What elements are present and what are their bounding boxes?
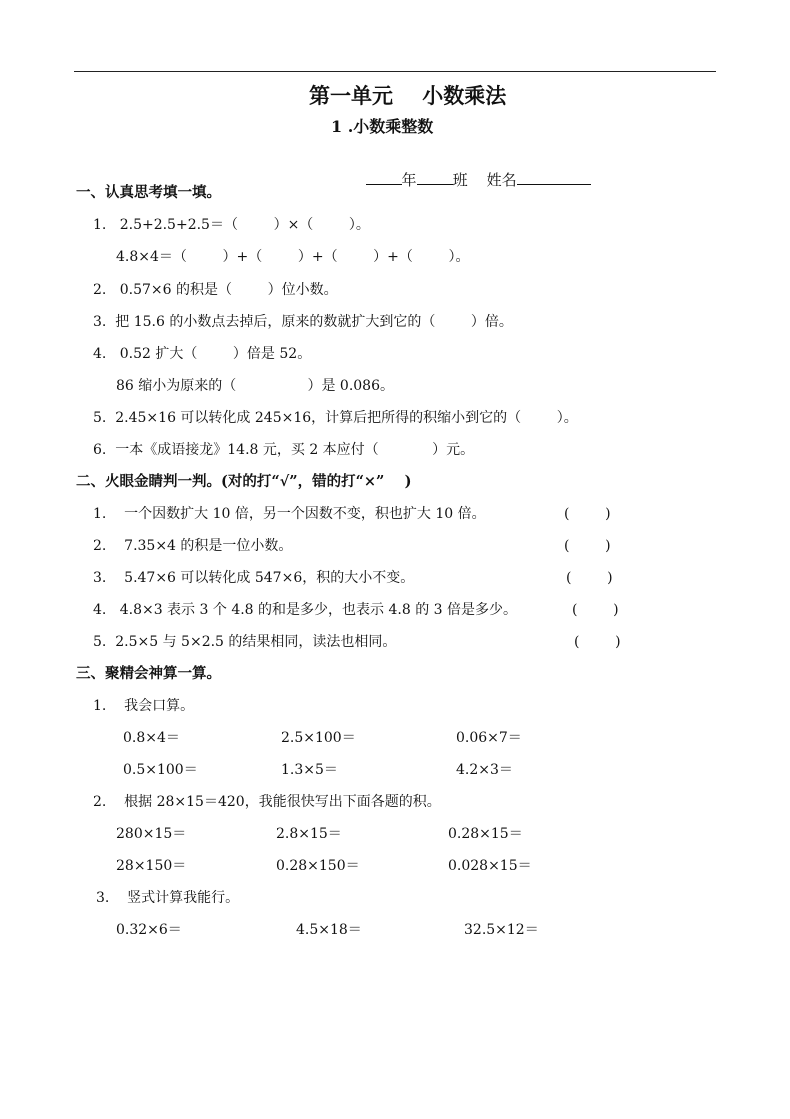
section3-heading: 三、聚精会神算一算。 [76,665,221,682]
year-label: 年 [401,171,417,189]
product-calc-item: 280×15＝ [116,826,187,842]
class-label: 班 [452,171,468,189]
s1-item-3: 3. 把 15.6 的小数点去掉后，原来的数就扩大到它的（ ）倍。 [93,314,513,330]
s2-answer-bracket-1[interactable]: ( ) [564,506,611,522]
s2-item-1: 1. 一个因数扩大 10 倍，另一个因数不变，积也扩大 10 倍。 [93,506,486,522]
s2-answer-bracket-4[interactable]: ( ) [572,602,619,618]
oral-calc-item: 2.5×100＝ [281,730,356,746]
s2-answer-bracket-3[interactable]: ( ) [566,570,613,586]
s3-part1-label: 1. 我会口算。 [93,698,195,714]
oral-calc-item: 1.3×5＝ [281,762,338,778]
product-calc-item: 0.28×150＝ [276,858,360,874]
s2-item-4: 4. 4.8×3 表示 3 个 4.8 的和是多少，也表示 4.8 的 3 倍是多少。 [93,602,518,618]
page-subtitle: 1 .小数乘整数 [331,117,434,136]
s2-item-5: 5. 2.5×5 与 5×2.5 的结果相同，读法也相同。 [93,634,397,650]
s2-answer-bracket-2[interactable]: ( ) [564,538,611,554]
vertical-calc-item: 32.5×12＝ [464,922,539,938]
s1-item-6: 6. 一本《成语接龙》14.8 元，买 2 本应付（ ）元。 [93,442,475,458]
name-label: 姓名 [486,171,517,189]
vertical-calc-item: 4.5×18＝ [296,922,362,938]
s2-answer-bracket-5[interactable]: ( ) [574,634,621,650]
student-info-line [356,152,591,189]
product-calc-item: 28×150＝ [116,858,187,874]
oral-calc-item: 4.2×3＝ [456,762,513,778]
product-calc-item: 0.028×15＝ [448,858,532,874]
s1-item-4: 4. 0.52 扩大（ ）倍是 52。 [93,346,312,362]
s3-part3-label: 3. 竖式计算我能行。 [96,890,240,906]
s2-item-2: 2. 7.35×4 的积是一位小数。 [93,538,293,554]
s1-item-1: 1. 2.5+2.5+2.5＝（ ）×（ ）。 [93,217,370,233]
product-calc-item: 0.28×15＝ [448,826,523,842]
s3-part2-label: 2. 根据 28×15＝420，我能很快写出下面各题的积。 [93,794,441,810]
s1-item-5: 5. 2.45×16 可以转化成 245×16，计算后把所得的积缩小到它的（ ）。 [93,410,578,426]
page-title: 第一单元 小数乘法 [309,83,507,108]
section1-heading: 一、认真思考填一填。 [76,184,221,201]
oral-calc-item: 0.8×4＝ [123,730,180,746]
name-blank[interactable] [517,170,591,185]
oral-calc-item: 0.5×100＝ [123,762,198,778]
year-blank[interactable] [366,170,402,185]
s2-item-3: 3. 5.47×6 可以转化成 547×6，积的大小不变。 [93,570,415,586]
class-blank[interactable] [417,170,453,185]
section2-heading: 二、火眼金睛判一判。(对的打“√”，错的打“×” ) [76,473,412,490]
vertical-calc-item: 0.32×6＝ [116,922,182,938]
product-calc-item: 2.8×15＝ [276,826,342,842]
s1-item-1b: 4.8×4＝（ ）+（ ）+（ ）+（ ）。 [116,249,470,265]
oral-calc-item: 0.06×7＝ [456,730,522,746]
s1-item-4b: 86 缩小为原来的（ ）是 0.086。 [116,378,394,394]
header-rule [74,71,716,72]
s1-item-2: 2. 0.57×6 的积是（ ）位小数。 [93,282,338,298]
